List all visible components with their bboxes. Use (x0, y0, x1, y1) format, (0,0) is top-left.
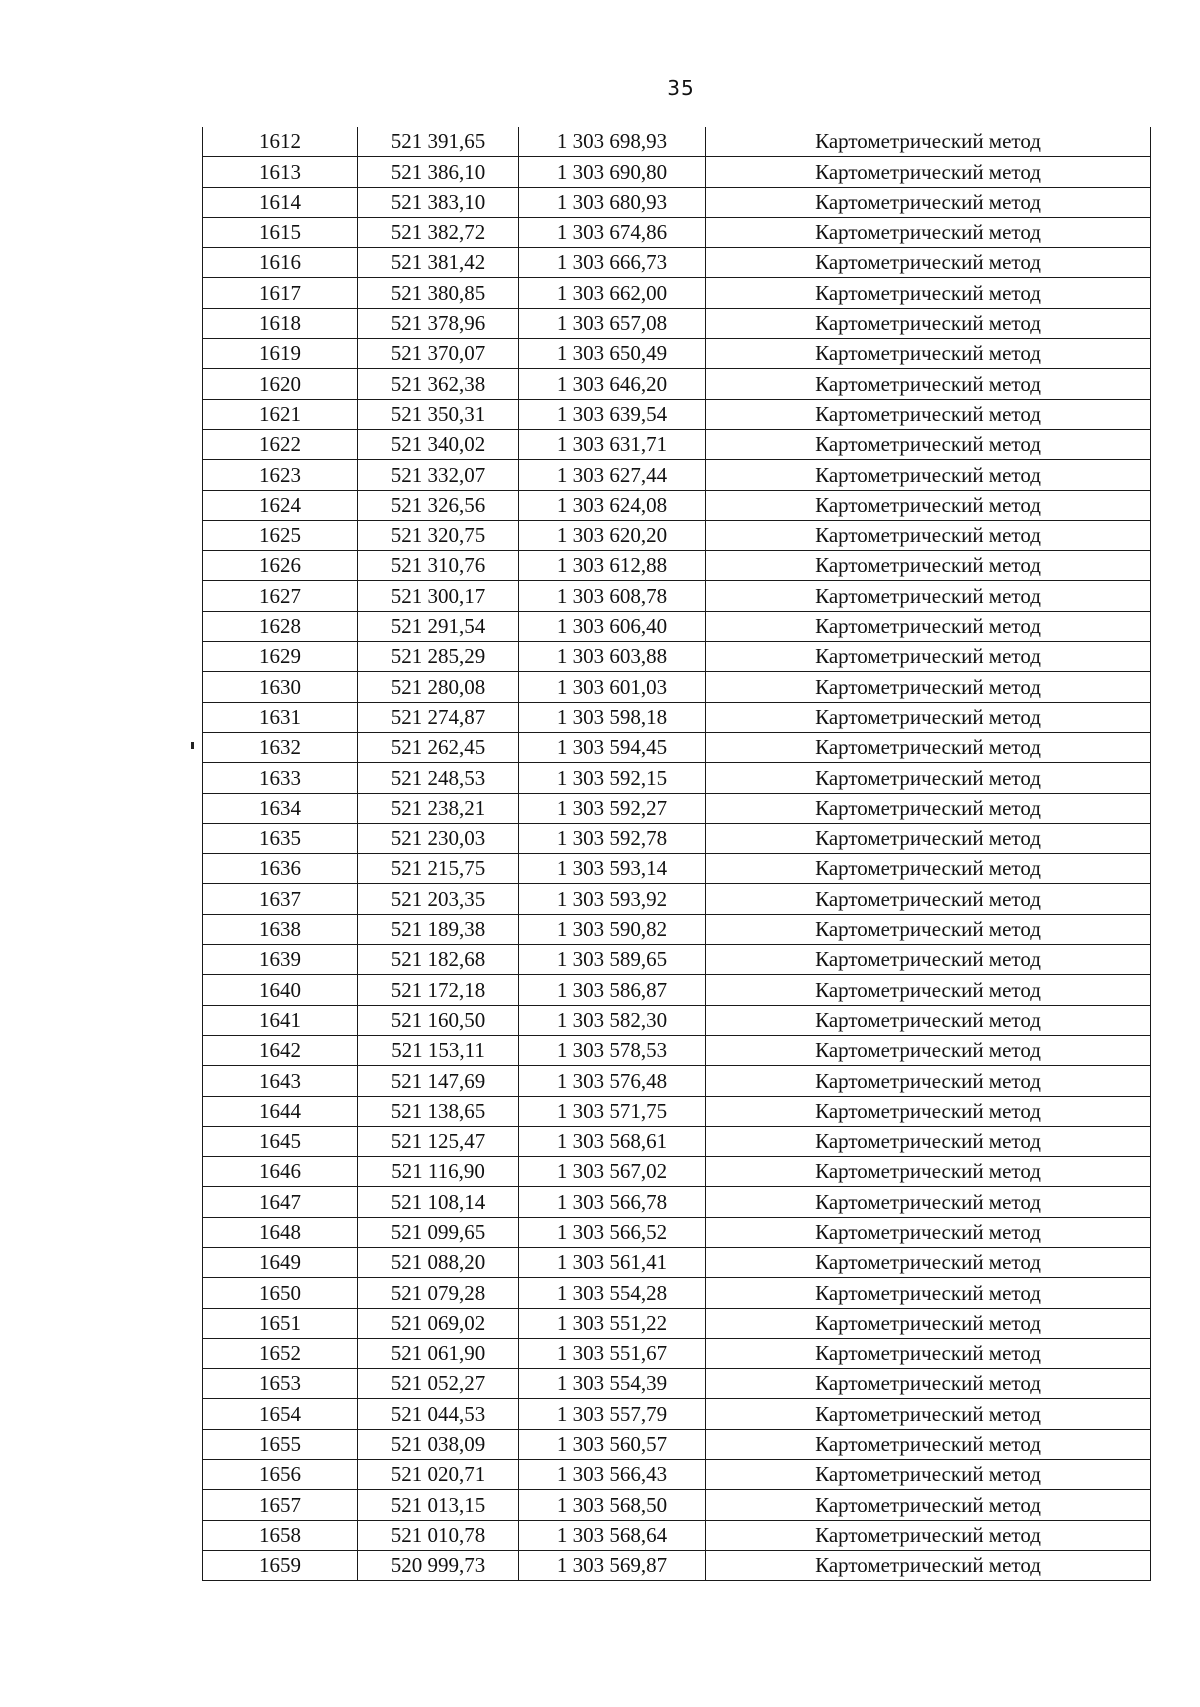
point-number-cell: 1633 (203, 763, 358, 793)
method-cell: Картометрический метод (706, 763, 1151, 793)
table-row (203, 1520, 1151, 1550)
y-coordinate-cell: 1 303 657,08 (519, 308, 706, 338)
table-row (203, 975, 1151, 1005)
y-coordinate-cell: 1 303 586,87 (519, 975, 706, 1005)
point-number-cell: 1655 (203, 1429, 358, 1459)
y-coordinate-cell: 1 303 578,53 (519, 1035, 706, 1065)
method-cell: Картометрический метод (706, 490, 1151, 520)
y-coordinate-cell: 1 303 593,14 (519, 854, 706, 884)
method-cell: Картометрический метод (706, 278, 1151, 308)
x-coordinate-cell: 521 182,68 (358, 945, 519, 975)
y-coordinate-cell: 1 303 627,44 (519, 460, 706, 490)
method-cell: Картометрический метод (706, 551, 1151, 581)
method-cell: Картометрический метод (706, 945, 1151, 975)
table-row (203, 217, 1151, 247)
method-cell: Картометрический метод (706, 702, 1151, 732)
y-coordinate-cell: 1 303 590,82 (519, 914, 706, 944)
method-cell: Картометрический метод (706, 914, 1151, 944)
table-row (203, 581, 1151, 611)
table-row (203, 1308, 1151, 1338)
y-coordinate-cell: 1 303 566,52 (519, 1217, 706, 1247)
y-coordinate-cell: 1 303 582,30 (519, 1005, 706, 1035)
x-coordinate-cell: 520 999,73 (358, 1550, 519, 1580)
y-coordinate-cell: 1 303 568,50 (519, 1490, 706, 1520)
table-row (203, 127, 1151, 157)
method-cell: Картометрический метод (706, 1187, 1151, 1217)
y-coordinate-cell: 1 303 650,49 (519, 339, 706, 369)
x-coordinate-cell: 521 310,76 (358, 551, 519, 581)
method-cell: Картометрический метод (706, 248, 1151, 278)
table-row (203, 460, 1151, 490)
method-cell: Картометрический метод (706, 1460, 1151, 1490)
y-coordinate-cell: 1 303 568,61 (519, 1126, 706, 1156)
x-coordinate-cell: 521 125,47 (358, 1126, 519, 1156)
method-cell: Картометрический метод (706, 1490, 1151, 1520)
point-number-cell: 1621 (203, 399, 358, 429)
point-number-cell: 1643 (203, 1066, 358, 1096)
table-row (203, 945, 1151, 975)
x-coordinate-cell: 521 116,90 (358, 1157, 519, 1187)
method-cell: Картометрический метод (706, 1520, 1151, 1550)
method-cell: Картометрический метод (706, 975, 1151, 1005)
method-cell: Картометрический метод (706, 399, 1151, 429)
y-coordinate-cell: 1 303 551,67 (519, 1338, 706, 1368)
table-row (203, 1490, 1151, 1520)
x-coordinate-cell: 521 300,17 (358, 581, 519, 611)
method-cell: Картометрический метод (706, 339, 1151, 369)
point-number-cell: 1628 (203, 611, 358, 641)
y-coordinate-cell: 1 303 566,78 (519, 1187, 706, 1217)
x-coordinate-cell: 521 350,31 (358, 399, 519, 429)
table-row (203, 1278, 1151, 1308)
table-row (203, 611, 1151, 641)
point-number-cell: 1639 (203, 945, 358, 975)
x-coordinate-cell: 521 285,29 (358, 642, 519, 672)
method-cell: Картометрический метод (706, 1035, 1151, 1065)
table-row (203, 1096, 1151, 1126)
point-number-cell: 1648 (203, 1217, 358, 1247)
x-coordinate-cell: 521 160,50 (358, 1005, 519, 1035)
method-cell: Картометрический метод (706, 460, 1151, 490)
table-row (203, 248, 1151, 278)
point-number-cell: 1656 (203, 1460, 358, 1490)
point-number-cell: 1616 (203, 248, 358, 278)
method-cell: Картометрический метод (706, 157, 1151, 187)
y-coordinate-cell: 1 303 674,86 (519, 217, 706, 247)
point-number-cell: 1629 (203, 642, 358, 672)
table-row (203, 369, 1151, 399)
table-row (203, 1005, 1151, 1035)
x-coordinate-cell: 521 340,02 (358, 429, 519, 459)
point-number-cell: 1638 (203, 914, 358, 944)
point-number-cell: 1646 (203, 1157, 358, 1187)
x-coordinate-cell: 521 203,35 (358, 884, 519, 914)
point-number-cell: 1642 (203, 1035, 358, 1065)
method-cell: Картометрический метод (706, 1096, 1151, 1126)
method-cell: Картометрический метод (706, 429, 1151, 459)
x-coordinate-cell: 521 362,38 (358, 369, 519, 399)
method-cell: Картометрический метод (706, 1550, 1151, 1580)
table-row (203, 884, 1151, 914)
point-number-cell: 1637 (203, 884, 358, 914)
table-row (203, 1429, 1151, 1459)
method-cell: Картометрический метод (706, 1278, 1151, 1308)
method-cell: Картометрический метод (706, 1247, 1151, 1277)
method-cell: Картометрический метод (706, 854, 1151, 884)
x-coordinate-cell: 521 280,08 (358, 672, 519, 702)
method-cell: Картометрический метод (706, 1369, 1151, 1399)
point-number-cell: 1620 (203, 369, 358, 399)
table-row (203, 1157, 1151, 1187)
x-coordinate-cell: 521 215,75 (358, 854, 519, 884)
point-number-cell: 1619 (203, 339, 358, 369)
y-coordinate-cell: 1 303 666,73 (519, 248, 706, 278)
method-cell: Картометрический метод (706, 187, 1151, 217)
point-number-cell: 1617 (203, 278, 358, 308)
y-coordinate-cell: 1 303 557,79 (519, 1399, 706, 1429)
table-row (203, 1399, 1151, 1429)
point-number-cell: 1650 (203, 1278, 358, 1308)
method-cell: Картометрический метод (706, 127, 1151, 157)
point-number-cell: 1613 (203, 157, 358, 187)
method-cell: Картометрический метод (706, 520, 1151, 550)
method-cell: Картометрический метод (706, 823, 1151, 853)
y-coordinate-cell: 1 303 567,02 (519, 1157, 706, 1187)
method-cell: Картометрический метод (706, 217, 1151, 247)
y-coordinate-cell: 1 303 576,48 (519, 1066, 706, 1096)
y-coordinate-cell: 1 303 608,78 (519, 581, 706, 611)
y-coordinate-cell: 1 303 592,27 (519, 793, 706, 823)
y-coordinate-cell: 1 303 554,39 (519, 1369, 706, 1399)
table-row (203, 308, 1151, 338)
scan-mark (191, 742, 194, 749)
x-coordinate-cell: 521 138,65 (358, 1096, 519, 1126)
table-row (203, 1338, 1151, 1368)
method-cell: Картометрический метод (706, 1399, 1151, 1429)
table-row (203, 793, 1151, 823)
x-coordinate-cell: 521 386,10 (358, 157, 519, 187)
table-row (203, 1217, 1151, 1247)
point-number-cell: 1658 (203, 1520, 358, 1550)
point-number-cell: 1654 (203, 1399, 358, 1429)
method-cell: Картометрический метод (706, 1338, 1151, 1368)
point-number-cell: 1659 (203, 1550, 358, 1580)
point-number-cell: 1647 (203, 1187, 358, 1217)
table-row (203, 1247, 1151, 1277)
y-coordinate-cell: 1 303 568,64 (519, 1520, 706, 1550)
method-cell: Картометрический метод (706, 369, 1151, 399)
x-coordinate-cell: 521 238,21 (358, 793, 519, 823)
y-coordinate-cell: 1 303 554,28 (519, 1278, 706, 1308)
x-coordinate-cell: 521 391,65 (358, 127, 519, 157)
point-number-cell: 1624 (203, 490, 358, 520)
point-number-cell: 1653 (203, 1369, 358, 1399)
x-coordinate-cell: 521 370,07 (358, 339, 519, 369)
method-cell: Картометрический метод (706, 732, 1151, 762)
x-coordinate-cell: 521 044,53 (358, 1399, 519, 1429)
point-number-cell: 1618 (203, 308, 358, 338)
table-row (203, 1035, 1151, 1065)
x-coordinate-cell: 521 038,09 (358, 1429, 519, 1459)
table-row (203, 399, 1151, 429)
table-row (203, 187, 1151, 217)
y-coordinate-cell: 1 303 606,40 (519, 611, 706, 641)
method-cell: Картометрический метод (706, 1217, 1151, 1247)
x-coordinate-cell: 521 326,56 (358, 490, 519, 520)
coordinates-table-body (203, 127, 1151, 1581)
y-coordinate-cell: 1 303 698,93 (519, 127, 706, 157)
x-coordinate-cell: 521 378,96 (358, 308, 519, 338)
table-row (203, 914, 1151, 944)
point-number-cell: 1612 (203, 127, 358, 157)
y-coordinate-cell: 1 303 601,03 (519, 672, 706, 702)
method-cell: Картометрический метод (706, 1066, 1151, 1096)
x-coordinate-cell: 521 013,15 (358, 1490, 519, 1520)
point-number-cell: 1626 (203, 551, 358, 581)
table-row (203, 551, 1151, 581)
page-number: 35 (667, 76, 695, 100)
method-cell: Картометрический метод (706, 308, 1151, 338)
y-coordinate-cell: 1 303 592,78 (519, 823, 706, 853)
y-coordinate-cell: 1 303 603,88 (519, 642, 706, 672)
point-number-cell: 1657 (203, 1490, 358, 1520)
table-row (203, 823, 1151, 853)
y-coordinate-cell: 1 303 571,75 (519, 1096, 706, 1126)
y-coordinate-cell: 1 303 551,22 (519, 1308, 706, 1338)
y-coordinate-cell: 1 303 589,65 (519, 945, 706, 975)
y-coordinate-cell: 1 303 646,20 (519, 369, 706, 399)
table-row (203, 1126, 1151, 1156)
point-number-cell: 1625 (203, 520, 358, 550)
point-number-cell: 1640 (203, 975, 358, 1005)
x-coordinate-cell: 521 274,87 (358, 702, 519, 732)
table-row (203, 1066, 1151, 1096)
point-number-cell: 1649 (203, 1247, 358, 1277)
x-coordinate-cell: 521 099,65 (358, 1217, 519, 1247)
point-number-cell: 1615 (203, 217, 358, 247)
coordinates-table (202, 127, 1151, 1581)
y-coordinate-cell: 1 303 662,00 (519, 278, 706, 308)
table-row (203, 1460, 1151, 1490)
table-row (203, 1187, 1151, 1217)
x-coordinate-cell: 521 153,11 (358, 1035, 519, 1065)
point-number-cell: 1627 (203, 581, 358, 611)
table-row (203, 642, 1151, 672)
y-coordinate-cell: 1 303 569,87 (519, 1550, 706, 1580)
y-coordinate-cell: 1 303 594,45 (519, 732, 706, 762)
point-number-cell: 1622 (203, 429, 358, 459)
table-row (203, 278, 1151, 308)
method-cell: Картометрический метод (706, 884, 1151, 914)
x-coordinate-cell: 521 052,27 (358, 1369, 519, 1399)
x-coordinate-cell: 521 382,72 (358, 217, 519, 247)
y-coordinate-cell: 1 303 561,41 (519, 1247, 706, 1277)
method-cell: Картометрический метод (706, 1005, 1151, 1035)
table-row (203, 429, 1151, 459)
point-number-cell: 1645 (203, 1126, 358, 1156)
method-cell: Картометрический метод (706, 793, 1151, 823)
table-row (203, 854, 1151, 884)
x-coordinate-cell: 521 079,28 (358, 1278, 519, 1308)
x-coordinate-cell: 521 332,07 (358, 460, 519, 490)
y-coordinate-cell: 1 303 612,88 (519, 551, 706, 581)
point-number-cell: 1632 (203, 732, 358, 762)
y-coordinate-cell: 1 303 690,80 (519, 157, 706, 187)
point-number-cell: 1631 (203, 702, 358, 732)
x-coordinate-cell: 521 069,02 (358, 1308, 519, 1338)
point-number-cell: 1634 (203, 793, 358, 823)
table-row (203, 1369, 1151, 1399)
y-coordinate-cell: 1 303 680,93 (519, 187, 706, 217)
method-cell: Картометрический метод (706, 1157, 1151, 1187)
point-number-cell: 1652 (203, 1338, 358, 1368)
y-coordinate-cell: 1 303 631,71 (519, 429, 706, 459)
point-number-cell: 1641 (203, 1005, 358, 1035)
method-cell: Картометрический метод (706, 1126, 1151, 1156)
x-coordinate-cell: 521 020,71 (358, 1460, 519, 1490)
y-coordinate-cell: 1 303 592,15 (519, 763, 706, 793)
x-coordinate-cell: 521 108,14 (358, 1187, 519, 1217)
x-coordinate-cell: 521 010,78 (358, 1520, 519, 1550)
x-coordinate-cell: 521 088,20 (358, 1247, 519, 1277)
y-coordinate-cell: 1 303 620,20 (519, 520, 706, 550)
point-number-cell: 1630 (203, 672, 358, 702)
table-row (203, 732, 1151, 762)
x-coordinate-cell: 521 383,10 (358, 187, 519, 217)
y-coordinate-cell: 1 303 598,18 (519, 702, 706, 732)
x-coordinate-cell: 521 320,75 (358, 520, 519, 550)
method-cell: Картометрический метод (706, 1429, 1151, 1459)
table-row (203, 702, 1151, 732)
x-coordinate-cell: 521 380,85 (358, 278, 519, 308)
point-number-cell: 1644 (203, 1096, 358, 1126)
method-cell: Картометрический метод (706, 611, 1151, 641)
x-coordinate-cell: 521 061,90 (358, 1338, 519, 1368)
x-coordinate-cell: 521 262,45 (358, 732, 519, 762)
table-row (203, 520, 1151, 550)
x-coordinate-cell: 521 248,53 (358, 763, 519, 793)
y-coordinate-cell: 1 303 624,08 (519, 490, 706, 520)
method-cell: Картометрический метод (706, 642, 1151, 672)
point-number-cell: 1635 (203, 823, 358, 853)
x-coordinate-cell: 521 189,38 (358, 914, 519, 944)
x-coordinate-cell: 521 172,18 (358, 975, 519, 1005)
x-coordinate-cell: 521 147,69 (358, 1066, 519, 1096)
point-number-cell: 1651 (203, 1308, 358, 1338)
point-number-cell: 1614 (203, 187, 358, 217)
method-cell: Картометрический метод (706, 581, 1151, 611)
table-row (203, 339, 1151, 369)
point-number-cell: 1636 (203, 854, 358, 884)
table-row (203, 1550, 1151, 1580)
y-coordinate-cell: 1 303 639,54 (519, 399, 706, 429)
method-cell: Картометрический метод (706, 1308, 1151, 1338)
method-cell: Картометрический метод (706, 672, 1151, 702)
table-row (203, 157, 1151, 187)
y-coordinate-cell: 1 303 593,92 (519, 884, 706, 914)
point-number-cell: 1623 (203, 460, 358, 490)
y-coordinate-cell: 1 303 560,57 (519, 1429, 706, 1459)
table-row (203, 763, 1151, 793)
table-row (203, 672, 1151, 702)
x-coordinate-cell: 521 291,54 (358, 611, 519, 641)
y-coordinate-cell: 1 303 566,43 (519, 1460, 706, 1490)
x-coordinate-cell: 521 381,42 (358, 248, 519, 278)
table-row (203, 490, 1151, 520)
x-coordinate-cell: 521 230,03 (358, 823, 519, 853)
